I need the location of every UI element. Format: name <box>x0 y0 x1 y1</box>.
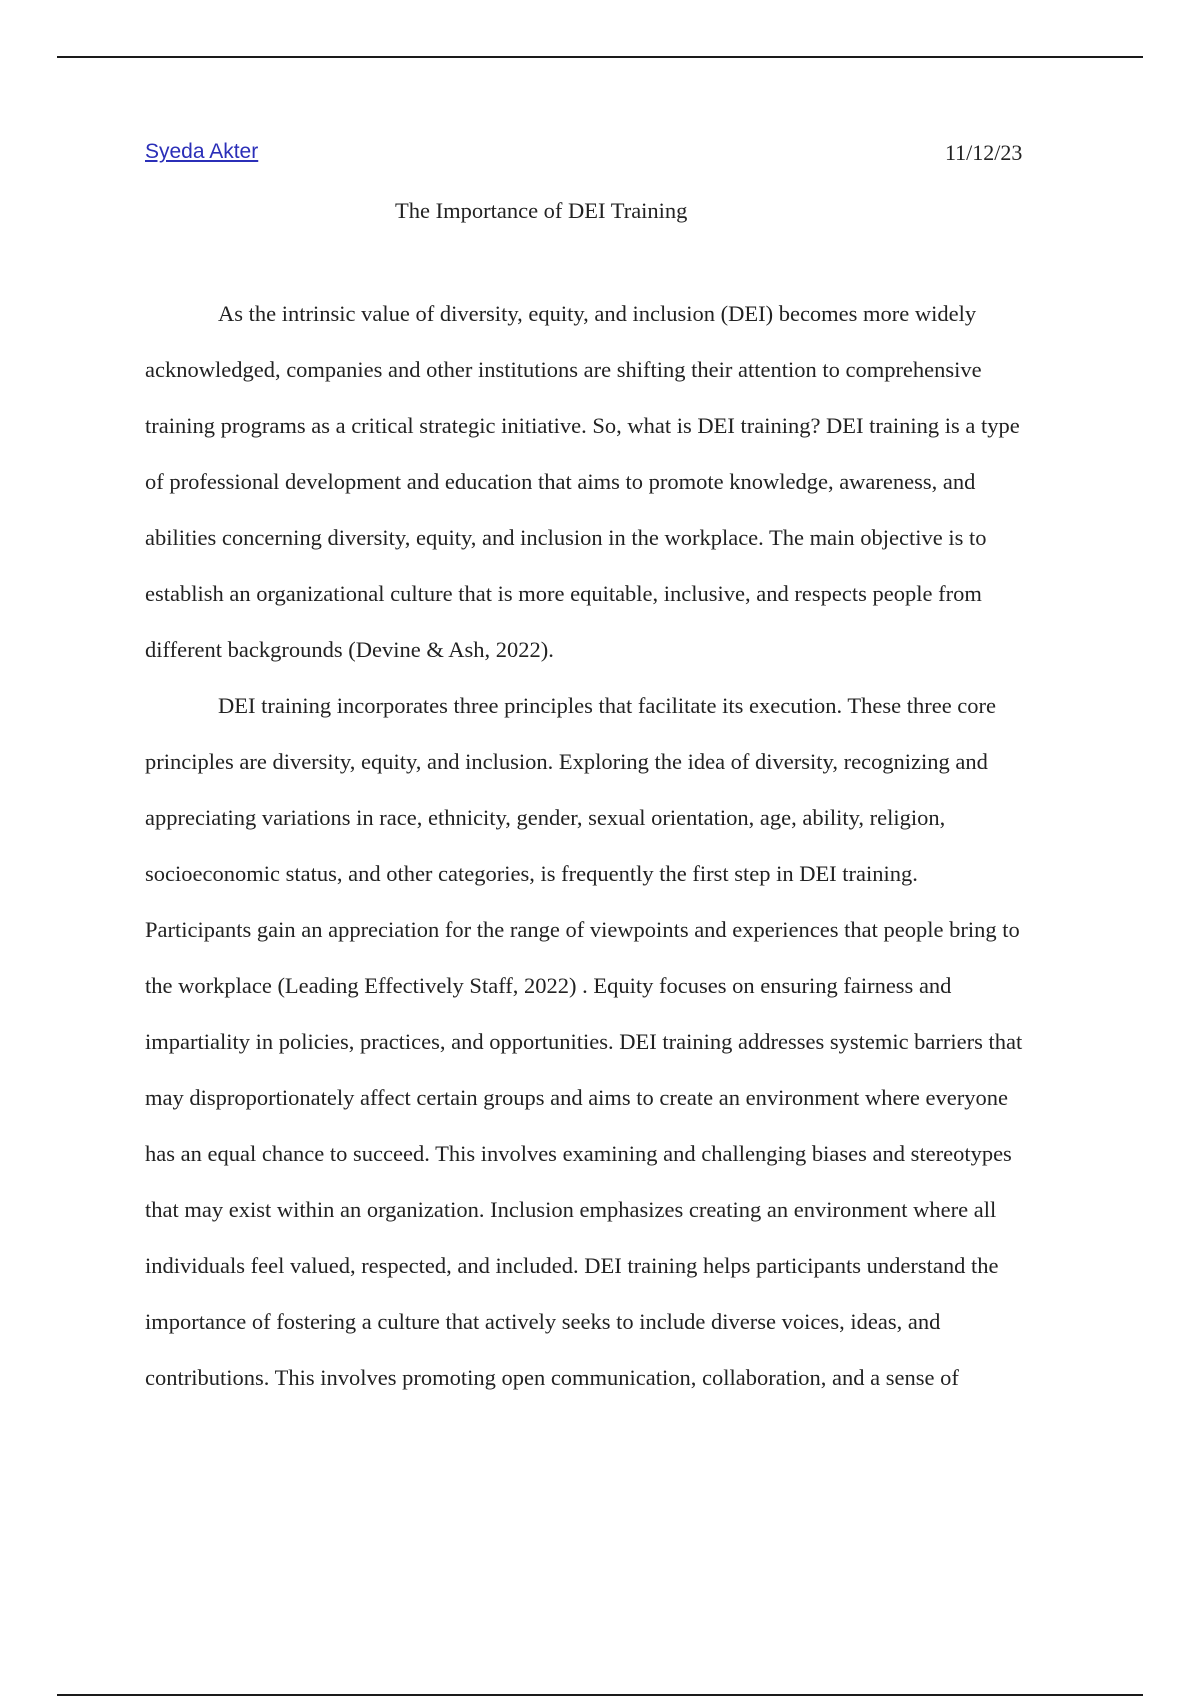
paragraph-line: importance of fostering a culture that actively seeks to include diverse voices, ideas, and <box>145 1309 941 1334</box>
paragraph-line: DEI training incorporates three principles that facilitate its execution. These three core <box>218 693 997 718</box>
top-rule <box>57 56 1143 58</box>
paragraph-line: impartiality in policies, practices, and opportunities. DEI training addresses systemic barriers that <box>145 1029 1023 1054</box>
document-header <box>145 140 1085 180</box>
paragraph-line: acknowledged, companies and other institutions are shifting their attention to comprehensive <box>145 357 982 382</box>
document-page <box>145 140 1085 1390</box>
document-title: The Importance of DEI Training <box>395 198 688 223</box>
paragraph-line: establish an organizational culture that is more equitable, inclusive, and respects people from <box>145 581 982 606</box>
paragraph-line: the workplace (Leading Effectively Staff, 2022) . Equity focuses on ensuring fairness and <box>145 973 952 998</box>
bottom-rule <box>57 1694 1143 1696</box>
paragraph-line: training programs as a critical strategic initiative. So, what is DEI training? DEI training is a type <box>145 413 1020 438</box>
paragraph-line: of professional development and education that aims to promote knowledge, awareness, and <box>145 469 976 494</box>
paragraph-line: appreciating variations in race, ethnicity, gender, sexual orientation, age, ability, religion, <box>145 805 946 830</box>
paragraph-line: Participants gain an appreciation for the range of viewpoints and experiences that people bring to <box>145 917 1020 942</box>
document-body <box>145 300 1085 1420</box>
paragraph-line: As the intrinsic value of diversity, equity, and inclusion (DEI) becomes more widely <box>218 301 977 326</box>
document-date: 11/12/23 <box>945 140 1023 165</box>
paragraph-line: principles are diversity, equity, and inclusion. Exploring the idea of diversity, recognizing and <box>145 749 988 774</box>
paragraph-line: individuals feel valued, respected, and included. DEI training helps participants understand the <box>145 1253 999 1278</box>
paragraph-line: socioeconomic status, and other categories, is frequently the first step in DEI training. <box>145 861 918 886</box>
paragraph-line: that may exist within an organization. Inclusion emphasizes creating an environment where all <box>145 1197 997 1222</box>
paragraph-line: may disproportionately affect certain groups and aims to create an environment where everyone <box>145 1085 1008 1110</box>
paragraph-line: has an equal chance to succeed. This involves examining and challenging biases and stereotypes <box>145 1141 1012 1166</box>
paragraph-line: contributions. This involves promoting open communication, collaboration, and a sense of <box>145 1365 959 1390</box>
author-link[interactable]: Syeda Akter <box>145 140 259 163</box>
paragraph-line: abilities concerning diversity, equity, and inclusion in the workplace. The main objective is to <box>145 525 987 550</box>
paragraph-line: different backgrounds (Devine & Ash, 2022). <box>145 637 554 662</box>
